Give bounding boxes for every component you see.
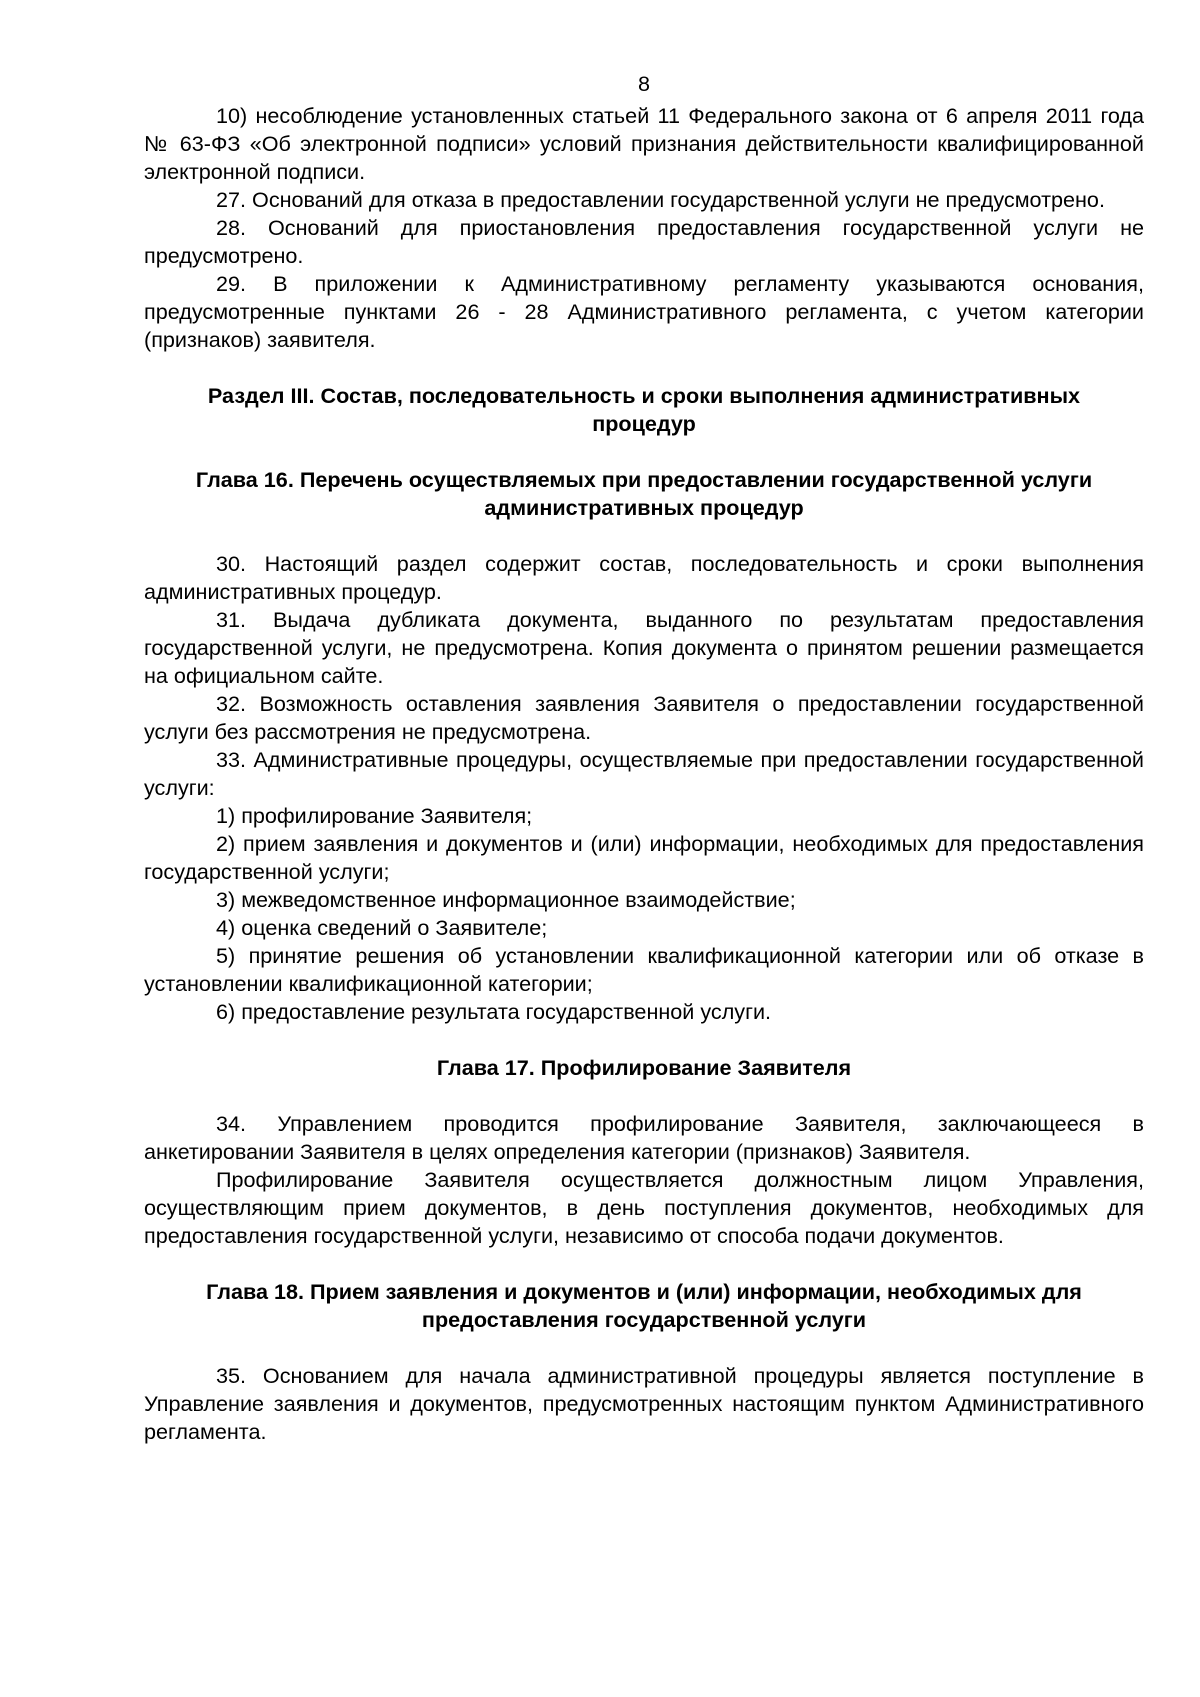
list-item-5: 5) принятие решения об установлении квалификационной категории или об отказе в установлении квалификационной категории; xyxy=(144,943,1144,996)
list-item-4: 4) оценка сведений о Заявителе; xyxy=(216,915,548,940)
chapter-16-heading-block xyxy=(144,466,1144,522)
section-3-heading-block xyxy=(144,382,1144,438)
paragraph-35: 35. Основанием для начала административной процедуры является поступление в Управление заявления и документов, предусмотренных настоящим пунктом Административного регламента. xyxy=(144,1363,1144,1444)
paragraph-30: 30. Настоящий раздел содержит состав, последовательность и сроки выполнения административных процедур. xyxy=(144,551,1144,604)
chapter-16-heading: Глава 16. Перечень осуществляемых при предоставлении государственной услуги административных процедур xyxy=(195,467,1093,520)
list-item-3: 3) межведомственное информационное взаимодействие; xyxy=(216,887,796,912)
page-number: 8 xyxy=(637,71,650,96)
chapter-18-heading: Глава 18. Прием заявления и документов и (или) информации, необходимых для предоставления государственной услуги xyxy=(206,1279,1082,1332)
paragraph-27: 27. Оснований для отказа в предоставлении государственной услуги не предусмотрено. xyxy=(216,187,1105,212)
paragraph-29: 29. В приложении к Административному регламенту указываются основания, предусмотренные пунктами 26 - 28 Административного регламента, с учетом категории (признаков) заявителя. xyxy=(144,271,1144,352)
paragraph-33: 33. Административные процедуры, осуществляемые при предоставлении государственной услуги: xyxy=(144,747,1144,800)
paragraph-34-continued: Профилирование Заявителя осуществляется должностным лицом Управления, осуществляющим прием документов, в день поступления документов, необходимых для предоставления государственной услуги, независимо от способа подачи документов. xyxy=(144,1167,1144,1248)
paragraph-item-10: 10) несоблюдение установленных статьей 11 Федерального закона от 6 апреля 2011 года № 63-ФЗ «Об электронной подписи» условий признания действительности квалифицированной электронной подписи. xyxy=(144,103,1144,184)
chapter-17-heading: Глава 17. Профилирование Заявителя xyxy=(436,1055,852,1080)
chapter-18-heading-block xyxy=(144,1278,1144,1334)
paragraph-34: 34. Управлением проводится профилирование Заявителя, заключающееся в анкетировании Заявителя в целях определения категории (признаков) Заявителя. xyxy=(144,1111,1144,1164)
paragraph-32: 32. Возможность оставления заявления Заявителя о предоставлении государственной услуги без рассмотрения не предусмотрена. xyxy=(144,691,1144,744)
paragraph-28: 28. Оснований для приостановления предоставления государственной услуги не предусмотрено. xyxy=(144,215,1144,268)
section-3-heading: Раздел III. Состав, последовательность и сроки выполнения административных процедур xyxy=(207,383,1081,436)
paragraph-31: 31. Выдача дубликата документа, выданного по результатам предоставления государственной услуги, не предусмотрена. Копия документа о принятом решении размещается на официальном сайте. xyxy=(144,607,1144,688)
list-item-6: 6) предоставление результата государственной услуги. xyxy=(216,999,772,1024)
document-page xyxy=(144,70,1144,1446)
chapter-17-heading-block xyxy=(144,1054,1144,1082)
list-item-1: 1) профилирование Заявителя; xyxy=(216,803,533,828)
list-item-2: 2) прием заявления и документов и (или) информации, необходимых для предоставления государственной услуги; xyxy=(144,831,1144,884)
